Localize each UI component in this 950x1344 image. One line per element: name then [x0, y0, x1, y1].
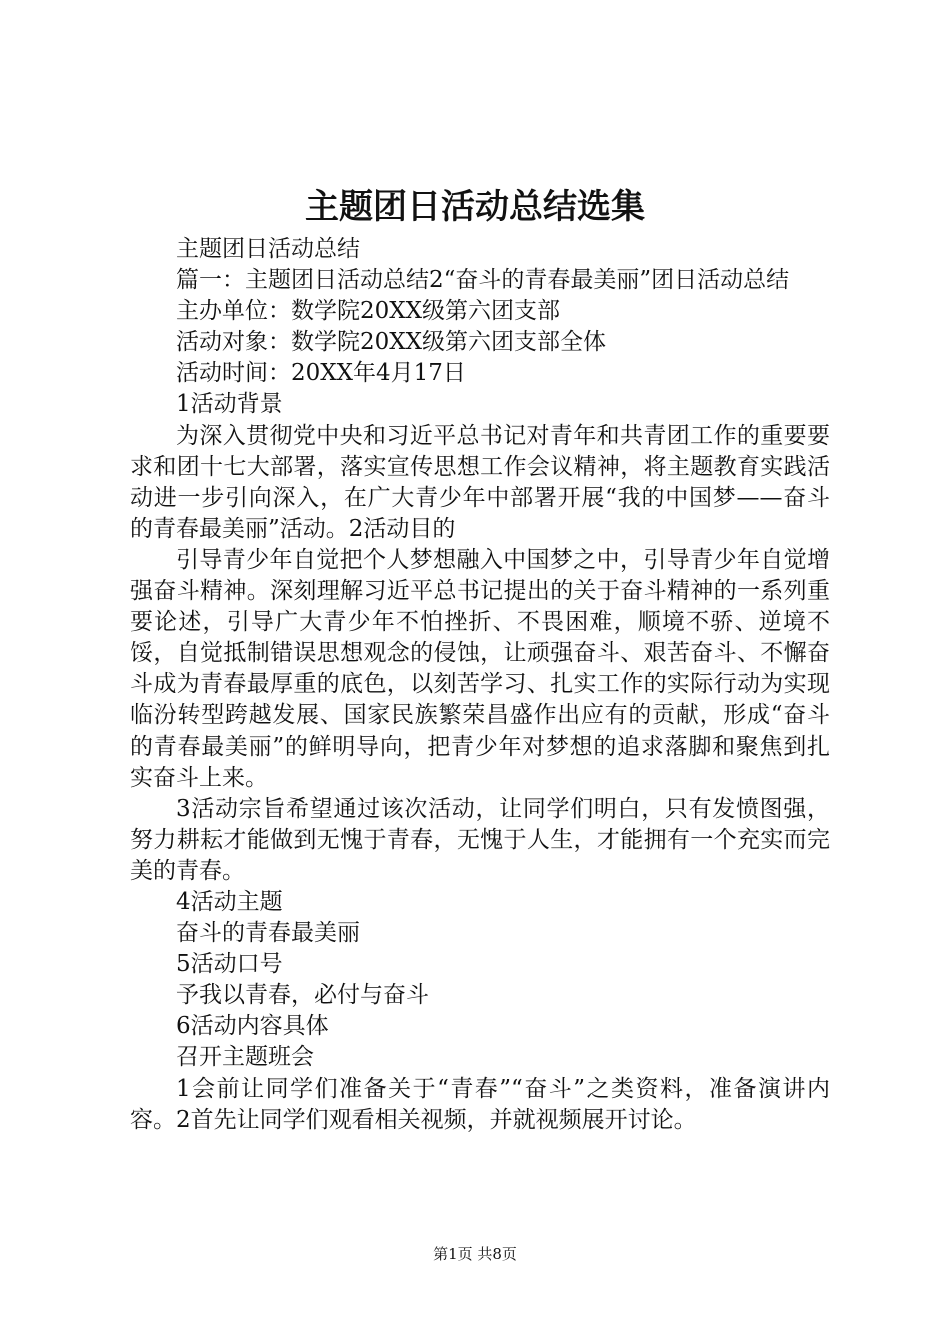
- paragraph: 3活动宗旨希望通过该次活动，让同学们明白，只有发愤图强，努力耕耘才能做到无愧于青春，无愧于人生，才能拥有一个充实而完美的青春。: [130, 795, 830, 884]
- paragraph: 召开主题班会: [176, 1044, 314, 1071]
- document-title: 主题团日活动总结选集: [305, 187, 645, 227]
- paragraph: 主办单位：数学院20XX级第六团支部: [176, 298, 561, 325]
- paragraph: 主题团日活动总结: [176, 236, 360, 262]
- page-footer: 第1页 共8页: [433, 1245, 517, 1263]
- paragraph: 篇一：主题团日活动总结2“奋斗的青春最美丽”团日活动总结: [176, 267, 790, 294]
- paragraph: 奋斗的青春最美丽: [176, 920, 360, 947]
- paragraph: 予我以青春，必付与奋斗: [176, 982, 429, 1009]
- paragraph: 6活动内容具体: [176, 1013, 329, 1040]
- paragraph: 1会前让同学们准备关于“青春”“奋斗”之类资料，准备演讲内容。2首先让同学们观看相关视频，并就视频展开讨论。: [130, 1075, 830, 1133]
- paragraph: 5活动口号: [176, 951, 283, 978]
- paragraph: 1活动背景: [176, 391, 283, 418]
- paragraph: 4活动主题: [176, 888, 283, 915]
- document-body: [130, 234, 830, 1136]
- paragraph: 引导青少年自觉把个人梦想融入中国梦之中，引导青少年自觉增强奋斗精神。深刻理解习近平总书记提出的关于奋斗精神的一系列重要论述，引导广大青少年不怕挫折、不畏困难，顺境不骄、逆境不馁，自觉抵制错误思想观念的侵蚀，让顽强奋斗、艰苦奋斗、不懈奋斗成为青春最厚重的底色，以刻苦学习、扎实工作的实际行动为实现临汾转型跨越发展、国家民族繁荣昌盛作出应有的贡献，形成“奋斗的青春最美丽”的鲜明导向，把青少年对梦想的追求落脚和聚焦到扎实奋斗上来。: [130, 546, 830, 791]
- paragraph: 为深入贯彻党中央和习近平总书记对青年和共青团工作的重要要求和团十七大部署，落实宣传思想工作会议精神，将主题教育实践活动进一步引向深入，在广大青少年中部署开展“我的中国梦——奋斗的青春最美丽”活动。2活动目的: [130, 422, 830, 542]
- paragraph: 活动时间：20XX年4月17日: [176, 360, 466, 387]
- paragraph: 活动对象：数学院20XX级第六团支部全体: [176, 329, 607, 356]
